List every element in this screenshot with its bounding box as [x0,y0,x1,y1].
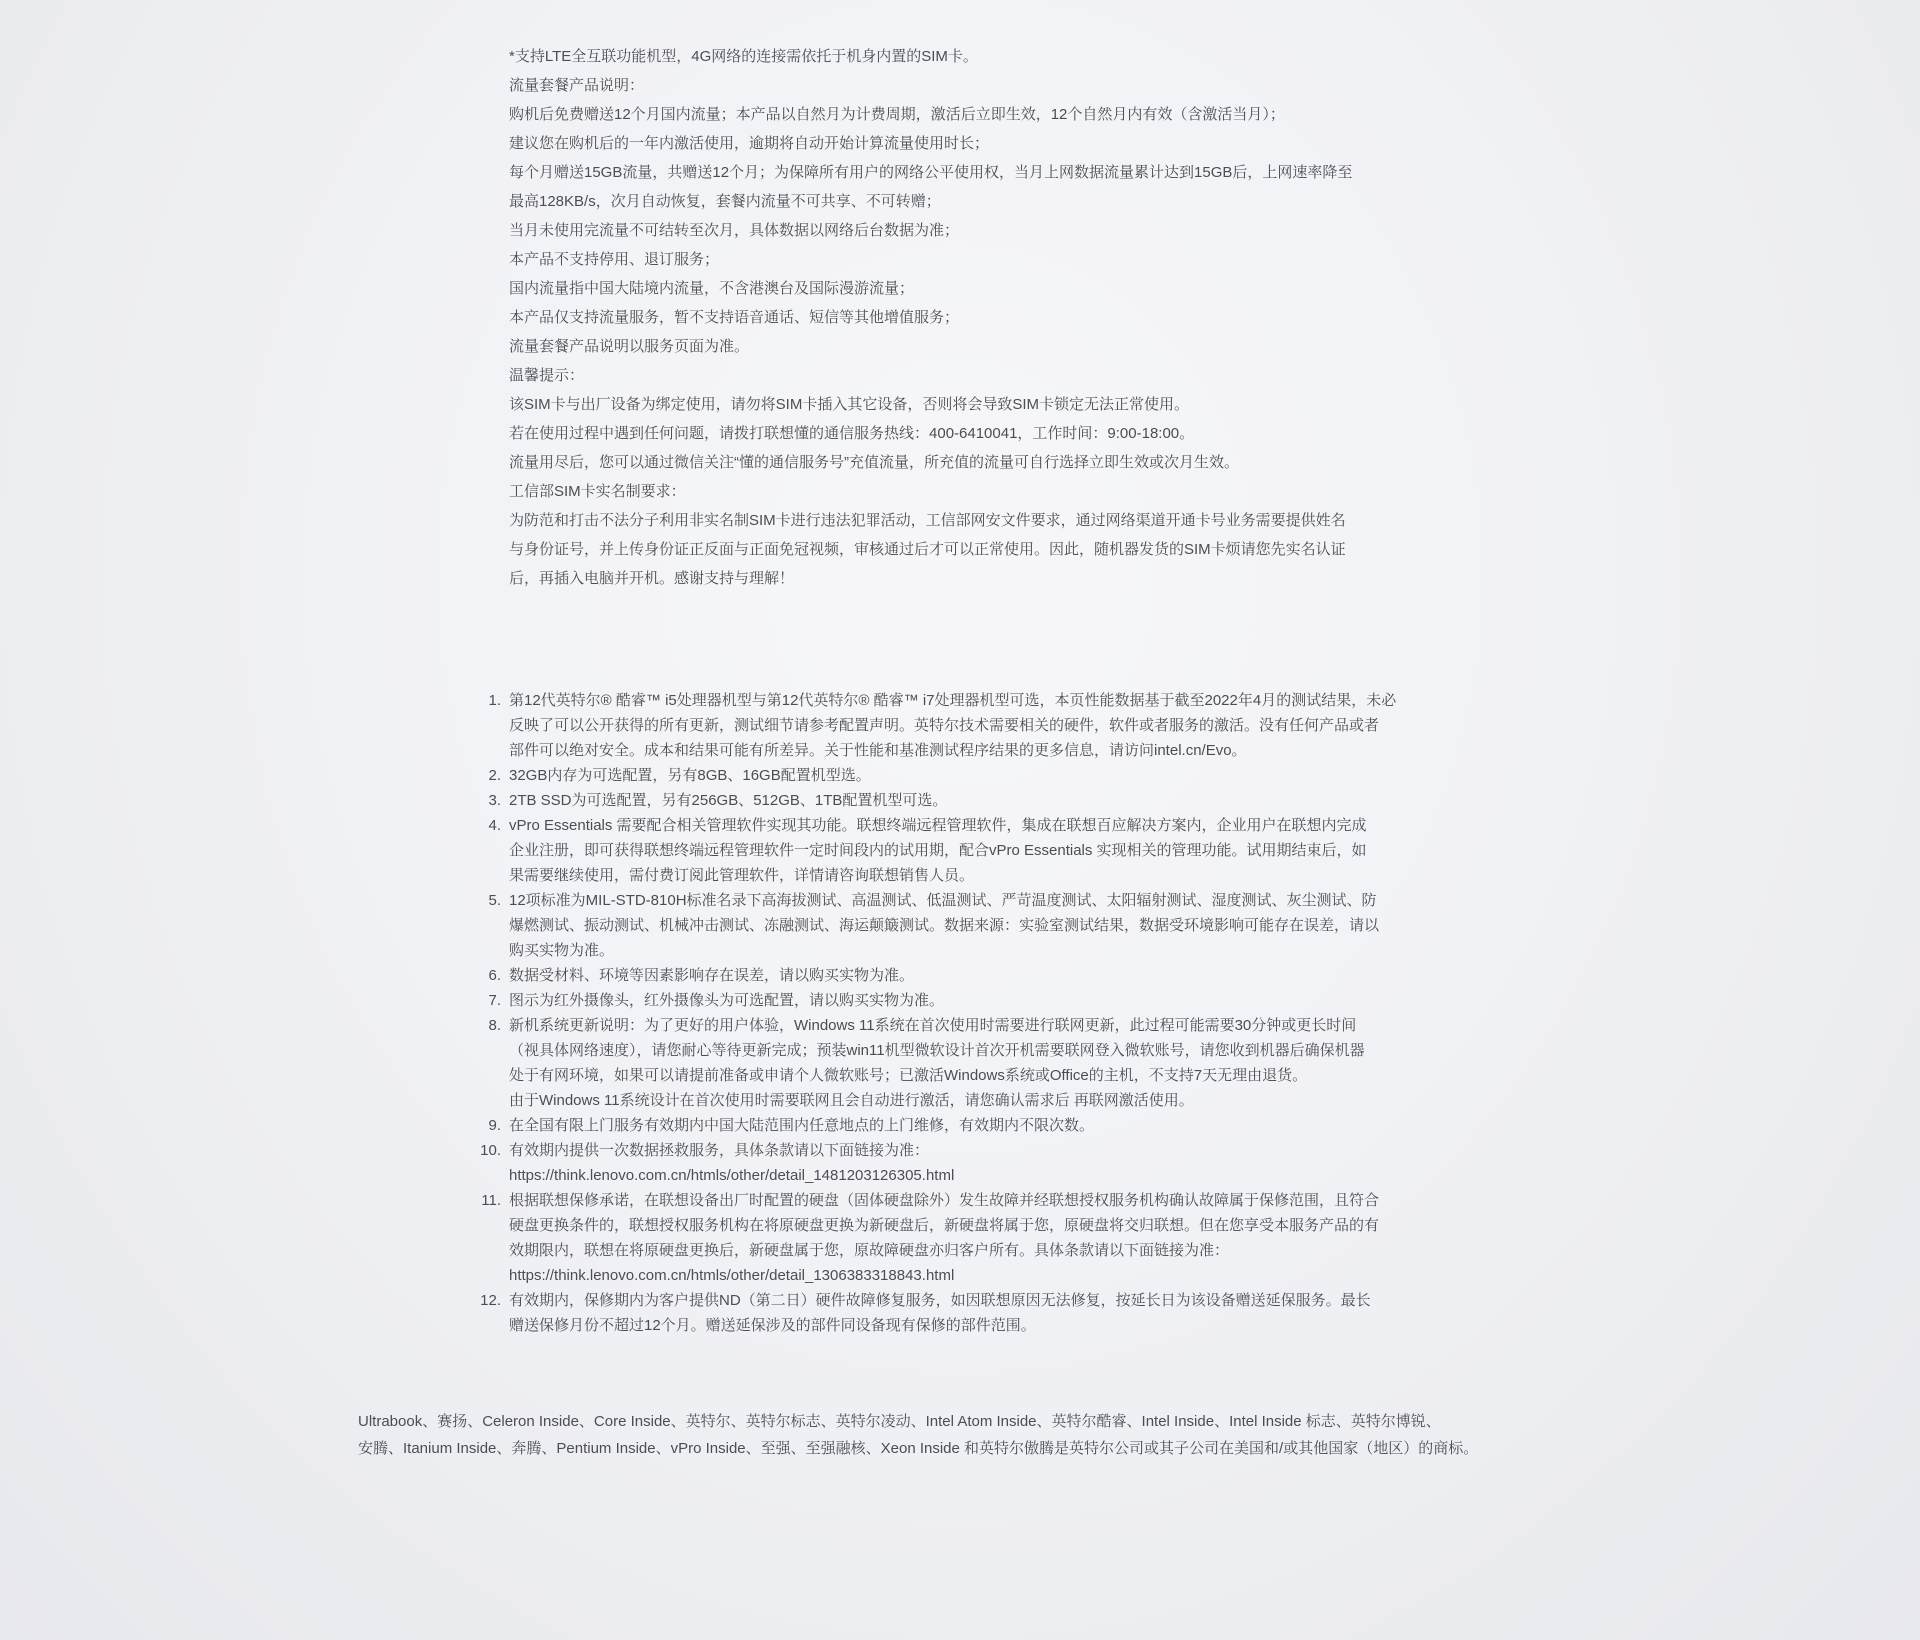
note-line: 国内流量指中国大陆境内流量，不含港澳台及国际漫游流量； [509,280,915,297]
note-line: 后，再插入电脑并开机。感谢支持与理解！ [509,570,795,587]
footnote-number-text: 2. [488,767,501,784]
note-line: 工信部SIM卡实名制要求： [509,483,686,500]
note-line: 流量套餐产品说明以服务页面为准。 [509,338,750,355]
note-line: 流量套餐产品说明： [509,77,645,94]
footnote-body [509,1138,1450,1188]
footnote-line: 反映了可以公开获得的所有更新，测试细节请参考配置声明。英特尔技术需要相关的硬件，软件或者服务的激活。没有任何产品或者 [509,717,1380,734]
footnote-line: 部件可以绝对安全。成本和结果可能有所差异。关于性能和基准测试程序结果的更多信息，请访问intel.cn/Evo。 [509,742,1247,759]
footnotes-list [470,688,1450,1338]
footnote-number [470,963,509,988]
footnote-body [509,813,1450,888]
footnote-number [470,763,509,788]
footnote-line: 32GB内存为可选配置，另有8GB、16GB配置机型选。 [509,767,871,784]
footnote-number [470,813,509,888]
footnote-number-text: 6. [488,967,501,984]
footnote-item [470,1188,1450,1288]
footnote-number-text: 10. [480,1142,501,1159]
note-line: 当月未使用完流量不可结转至次月，具体数据以网络后台数据为准； [509,222,960,239]
footnote-item [470,788,1450,813]
note-line: 该SIM卡与出厂设备为绑定使用，请勿将SIM卡插入其它设备，否则将会导致SIM卡锁定无法正常使用。 [509,396,1190,413]
footnote-line: 根据联想保修承诺，在联想设备出厂时配置的硬盘（固体硬盘除外）发生故障并经联想授权服务机构确认故障属于保修范围，且符合 [509,1192,1380,1209]
footnote-line: 爆燃测试、振动测试、机械冲击测试、冻融测试、海运颠簸测试。数据来源：实验室测试结果，数据受环境影响可能存在误差，请以 [509,917,1380,934]
footnote-number [470,1138,509,1188]
footnote-item [470,963,1450,988]
footnote-number-text: 11. [481,1192,501,1209]
footnote-item [470,813,1450,888]
trademark-line: 安腾、Itanium Inside、奔腾、Pentium Inside、vPro Inside、至强、至强融核、Xeon Inside 和英特尔傲腾是英特尔公司或其子公司在美国和/或其他国家（地区）的商标。 [358,1440,1479,1457]
footnote-item [470,1013,1450,1113]
footnote-line: 果需要继续使用，需付费订阅此管理软件，详情请咨询联想销售人员。 [509,867,975,884]
footnote-line: 2TB SSD为可选配置，另有256GB、512GB、1TB配置机型可选。 [509,792,948,809]
footnote-item [470,988,1450,1013]
footnote-number [470,1188,509,1288]
footnote-number [470,888,509,963]
footnote-body [509,963,1450,988]
footnote-line: vPro Essentials 需要配合相关管理软件实现其功能。联想终端远程管理软件，集成在联想百应解决方案内，企业用户在联想内完成 [509,817,1367,834]
footnote-body [509,1188,1450,1288]
footnote-item [470,888,1450,963]
footnote-number [470,1288,509,1338]
note-line: 与身份证号，并上传身份证正反面与正面免冠视频，审核通过后才可以正常使用。因此，随机器发货的SIM卡烦请您先实名认证 [509,541,1346,558]
footnote-line: 赠送保修月份不超过12个月。赠送延保涉及的部件同设备现有保修的部件范围。 [509,1317,1036,1334]
footnote-number-text: 1. [488,692,501,709]
footnote-link-text: https://think.lenovo.com.cn/htmls/other/detail_1306383318843.html [509,1267,955,1284]
note-line: 本产品不支持停用、退订服务； [509,251,720,268]
footnote-number-text: 8. [488,1017,501,1034]
footnote-body [509,788,1450,813]
footnote-line: 第12代英特尔® 酷睿™ i5处理器机型与第12代英特尔® 酷睿™ i7处理器机型可选，本页性能数据基于截至2022年4月的测试结果，未必 [509,692,1397,709]
footnote-number [470,1113,509,1138]
note-line: 每个月赠送15GB流量，共赠送12个月；为保障所有用户的网络公平使用权，当月上网数据流量累计达到15GB后，上网速率降至 [509,164,1353,181]
note-line: *支持LTE全互联功能机型，4G网络的连接需依托于机身内置的SIM卡。 [509,48,978,65]
footnote-line: 购买实物为准。 [509,942,615,959]
trademark-line: Ultrabook、赛扬、Celeron Inside、Core Inside、英特尔、英特尔标志、英特尔凌动、Intel Atom Inside、英特尔酷睿、Intel Inside、Intel Inside 标志、英特尔博锐、 [358,1413,1441,1430]
footnote-number [470,988,509,1013]
footnote-line: 图示为红外摄像头，红外摄像头为可选配置，请以购买实物为准。 [509,992,945,1009]
footnote-number-text: 7. [488,992,501,1009]
note-line: 最高128KB/s，次月自动恢复，套餐内流量不可共享、不可转赠； [509,193,941,210]
sim-card-notes [509,42,1409,593]
footnote-item [470,1288,1450,1338]
footnote-item [470,1138,1450,1188]
footnote-line: （视具体网络速度），请您耐心等待更新完成；预装win11机型微软设计首次开机需要联网登入微软账号，请您收到机器后确保机器 [509,1042,1365,1059]
note-line: 为防范和打击不法分子利用非实名制SIM卡进行违法犯罪活动，工信部网安文件要求，通过网络渠道开通卡号业务需要提供姓名 [509,512,1346,529]
note-line: 温馨提示： [509,367,585,384]
footnote-line: 有效期内提供一次数据拯救服务，具体条款请以下面链接为准： [509,1142,930,1159]
footnote-link-text: https://think.lenovo.com.cn/htmls/other/detail_1481203126305.html [509,1167,955,1184]
trademark-statement [358,1408,1578,1462]
footnote-item [470,688,1450,763]
footnote-line: 处于有网环境，如果可以请提前准备或申请个人微软账号；已激活Windows系统或Office的主机，不支持7天无理由退货。 [509,1067,1308,1084]
note-line: 若在使用过程中遇到任何问题，请拨打联想懂的通信服务热线：400-6410041，工作时间：9:00-18:00。 [509,425,1195,442]
footnote-number-text: 9. [488,1117,501,1134]
footnote-line: 在全国有限上门服务有效期内中国大陆范围内任意地点的上门维修，有效期内不限次数。 [509,1117,1095,1134]
footnote-body [509,1013,1450,1113]
footnote-item [470,1113,1450,1138]
footnote-number-text: 12. [480,1292,501,1309]
footnote-body [509,688,1450,763]
footnote-number-text: 3. [488,792,501,809]
footnote-line: 数据受材料、环境等因素影响存在误差，请以购买实物为准。 [509,967,915,984]
footnote-line: 效期限内，联想在将原硬盘更换后，新硬盘属于您，原故障硬盘亦归客户所有。具体条款请以下面链接为准： [509,1242,1230,1259]
footnote-body [509,988,1450,1013]
footnote-number-text: 4. [488,817,501,834]
footnote-line: 硬盘更换条件的，联想授权服务机构在将原硬盘更换为新硬盘后，新硬盘将属于您，原硬盘将交归联想。但在您享受本服务产品的有 [509,1217,1380,1234]
footnote-body [509,763,1450,788]
footnote-line: 由于Windows 11系统设计在首次使用时需要联网且会自动进行激活，请您确认需求后 再联网激活使用。 [509,1092,1194,1109]
footnote-line: 新机系统更新说明：为了更好的用户体验，Windows 11系统在首次使用时需要进行联网更新，此过程可能需要30分钟或更长时间 [509,1017,1357,1034]
note-line: 购机后免费赠送12个月国内流量；本产品以自然月为计费周期，激活后立即生效，12个自然月内有效（含激活当月）； [509,106,1285,123]
footnote-body [509,1288,1450,1338]
footnote-line: 12项标准为MIL-STD-810H标准名录下高海拔测试、高温测试、低温测试、严苛温度测试、太阳辐射测试、湿度测试、灰尘测试、防 [509,892,1377,909]
note-line: 建议您在购机后的一年内激活使用，逾期将自动开始计算流量使用时长； [509,135,990,152]
footnote-body [509,888,1450,963]
footnote-number-text: 5. [488,892,501,909]
note-line: 流量用尽后，您可以通过微信关注“懂的通信服务号”充值流量，所充值的流量可自行选择立即生效或次月生效。 [509,454,1239,471]
footnote-line: 企业注册，即可获得联想终端远程管理软件一定时间段内的试用期，配合vPro Essentials 实现相关的管理功能。试用期结束后，如 [509,842,1367,859]
footnote-number [470,788,509,813]
footnote-number [470,688,509,763]
note-line: 本产品仅支持流量服务，暂不支持语音通话、短信等其他增值服务； [509,309,960,326]
footnote-number [470,1013,509,1113]
footnote-body [509,1113,1450,1138]
footnote-line: 有效期内，保修期内为客户提供ND（第二日）硬件故障修复服务，如因联想原因无法修复，按延长日为该设备赠送延保服务。最长 [509,1292,1371,1309]
footnote-item [470,763,1450,788]
